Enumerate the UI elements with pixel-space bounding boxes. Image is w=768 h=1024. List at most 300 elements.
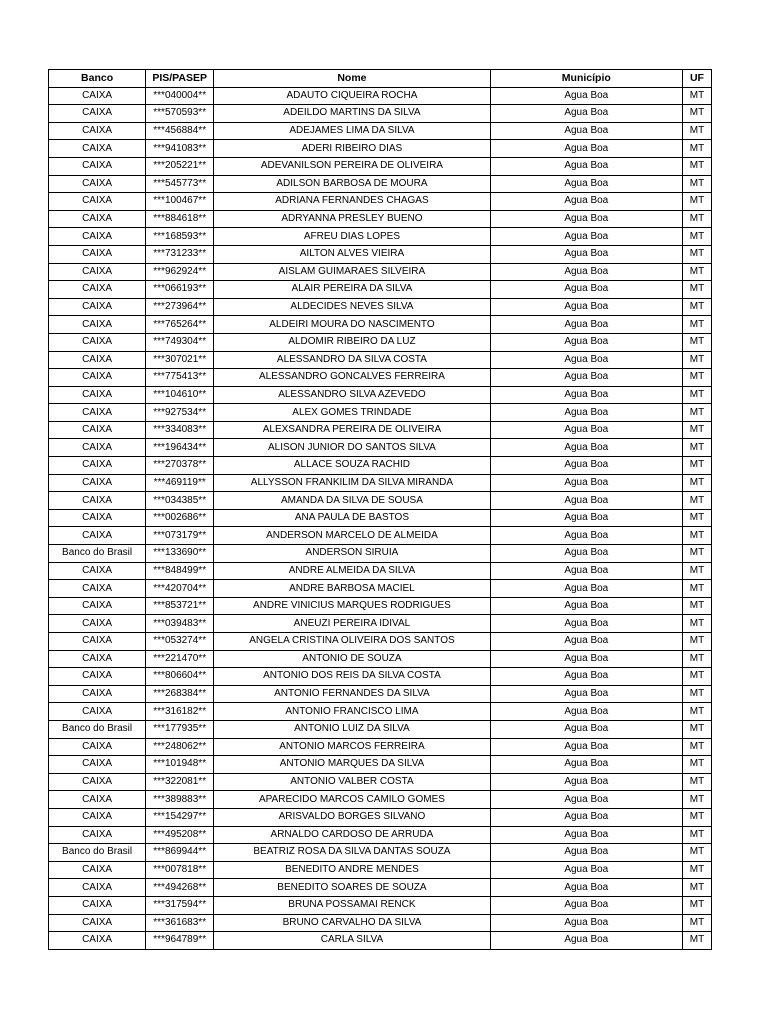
cell-municipio: Agua Boa <box>490 175 682 193</box>
cell-banco: CAIXA <box>49 580 146 598</box>
cell-pis-pasep: ***154297** <box>146 808 214 826</box>
cell-pis-pasep: ***268384** <box>146 685 214 703</box>
cell-pis-pasep: ***545773** <box>146 175 214 193</box>
cell-uf: MT <box>682 316 711 334</box>
table-row <box>49 193 712 211</box>
cell-pis-pasep: ***361683** <box>146 914 214 932</box>
cell-uf: MT <box>682 492 711 510</box>
cell-banco: CAIXA <box>49 932 146 950</box>
cell-nome: ARNALDO CARDOSO DE ARRUDA <box>214 826 490 844</box>
cell-uf: MT <box>682 228 711 246</box>
table-row <box>49 421 712 439</box>
cell-nome: ANDRE BARBOSA MACIEL <box>214 580 490 598</box>
cell-nome: APARECIDO MARCOS CAMILO GOMES <box>214 791 490 809</box>
cell-pis-pasep: ***177935** <box>146 720 214 738</box>
cell-nome: ANDERSON SIRUIA <box>214 545 490 563</box>
header-municipio: Município <box>490 70 682 88</box>
cell-uf: MT <box>682 369 711 387</box>
cell-pis-pasep: ***494268** <box>146 879 214 897</box>
cell-pis-pasep: ***389883** <box>146 791 214 809</box>
cell-pis-pasep: ***168593** <box>146 228 214 246</box>
header-uf: UF <box>682 70 711 88</box>
cell-pis-pasep: ***334083** <box>146 421 214 439</box>
cell-uf: MT <box>682 562 711 580</box>
cell-pis-pasep: ***133690** <box>146 545 214 563</box>
cell-uf: MT <box>682 808 711 826</box>
cell-uf: MT <box>682 157 711 175</box>
cell-municipio: Agua Boa <box>490 333 682 351</box>
cell-pis-pasep: ***853721** <box>146 597 214 615</box>
cell-municipio: Agua Boa <box>490 580 682 598</box>
cell-uf: MT <box>682 474 711 492</box>
cell-banco: Banco do Brasil <box>49 720 146 738</box>
cell-pis-pasep: ***034385** <box>146 492 214 510</box>
cell-pis-pasep: ***962924** <box>146 263 214 281</box>
cell-pis-pasep: ***007818** <box>146 861 214 879</box>
cell-municipio: Agua Boa <box>490 720 682 738</box>
cell-banco: CAIXA <box>49 826 146 844</box>
cell-pis-pasep: ***221470** <box>146 650 214 668</box>
cell-banco: CAIXA <box>49 492 146 510</box>
cell-banco: CAIXA <box>49 175 146 193</box>
cell-uf: MT <box>682 597 711 615</box>
cell-banco: CAIXA <box>49 756 146 774</box>
cell-nome: ADERI RIBEIRO DIAS <box>214 140 490 158</box>
table-row <box>49 157 712 175</box>
table-row <box>49 773 712 791</box>
cell-banco: CAIXA <box>49 457 146 475</box>
cell-pis-pasep: ***002686** <box>146 509 214 527</box>
cell-banco: CAIXA <box>49 896 146 914</box>
cell-banco: CAIXA <box>49 439 146 457</box>
cell-uf: MT <box>682 527 711 545</box>
cell-municipio: Agua Boa <box>490 298 682 316</box>
cell-municipio: Agua Boa <box>490 914 682 932</box>
cell-pis-pasep: ***039483** <box>146 615 214 633</box>
cell-banco: CAIXA <box>49 105 146 123</box>
cell-nome: ANDRE ALMEIDA DA SILVA <box>214 562 490 580</box>
cell-banco: Banco do Brasil <box>49 545 146 563</box>
cell-pis-pasep: ***073179** <box>146 527 214 545</box>
table-row <box>49 351 712 369</box>
cell-municipio: Agua Boa <box>490 404 682 422</box>
cell-uf: MT <box>682 826 711 844</box>
cell-nome: ALDEIRI MOURA DO NASCIMENTO <box>214 316 490 334</box>
cell-uf: MT <box>682 175 711 193</box>
cell-uf: MT <box>682 509 711 527</box>
cell-banco: CAIXA <box>49 685 146 703</box>
cell-pis-pasep: ***749304** <box>146 333 214 351</box>
cell-pis-pasep: ***322081** <box>146 773 214 791</box>
cell-uf: MT <box>682 298 711 316</box>
cell-banco: CAIXA <box>49 404 146 422</box>
cell-uf: MT <box>682 615 711 633</box>
cell-municipio: Agua Boa <box>490 351 682 369</box>
cell-pis-pasep: ***469119** <box>146 474 214 492</box>
cell-nome: ALEX GOMES TRINDADE <box>214 404 490 422</box>
cell-pis-pasep: ***869944** <box>146 844 214 862</box>
cell-uf: MT <box>682 457 711 475</box>
table-row <box>49 791 712 809</box>
cell-municipio: Agua Boa <box>490 597 682 615</box>
cell-banco: CAIXA <box>49 228 146 246</box>
cell-pis-pasep: ***248062** <box>146 738 214 756</box>
cell-uf: MT <box>682 580 711 598</box>
table-row <box>49 122 712 140</box>
cell-banco: CAIXA <box>49 369 146 387</box>
table-row <box>49 210 712 228</box>
cell-nome: AILTON ALVES VIEIRA <box>214 245 490 263</box>
cell-banco: CAIXA <box>49 703 146 721</box>
cell-nome: ARISVALDO BORGES SILVANO <box>214 808 490 826</box>
cell-municipio: Agua Boa <box>490 668 682 686</box>
table-row <box>49 738 712 756</box>
cell-pis-pasep: ***731233** <box>146 245 214 263</box>
cell-banco: CAIXA <box>49 527 146 545</box>
cell-banco: CAIXA <box>49 87 146 105</box>
cell-municipio: Agua Boa <box>490 369 682 387</box>
header-nome: Nome <box>214 70 490 88</box>
cell-municipio: Agua Boa <box>490 509 682 527</box>
cell-uf: MT <box>682 105 711 123</box>
cell-banco: CAIXA <box>49 193 146 211</box>
cell-municipio: Agua Boa <box>490 879 682 897</box>
cell-nome: ANTONIO DOS REIS DA SILVA COSTA <box>214 668 490 686</box>
cell-banco: CAIXA <box>49 808 146 826</box>
table-row <box>49 703 712 721</box>
table-row <box>49 527 712 545</box>
cell-uf: MT <box>682 122 711 140</box>
cell-nome: ADRYANNA PRESLEY BUENO <box>214 210 490 228</box>
table-row <box>49 896 712 914</box>
cell-municipio: Agua Boa <box>490 703 682 721</box>
table-row <box>49 386 712 404</box>
cell-municipio: Agua Boa <box>490 773 682 791</box>
cell-uf: MT <box>682 668 711 686</box>
cell-pis-pasep: ***775413** <box>146 369 214 387</box>
table-row <box>49 914 712 932</box>
cell-banco: CAIXA <box>49 562 146 580</box>
cell-municipio: Agua Boa <box>490 650 682 668</box>
cell-municipio: Agua Boa <box>490 281 682 299</box>
cell-nome: ANDRE VINICIUS MARQUES RODRIGUES <box>214 597 490 615</box>
cell-pis-pasep: ***205221** <box>146 157 214 175</box>
table-row <box>49 263 712 281</box>
cell-banco: CAIXA <box>49 386 146 404</box>
cell-nome: BENEDITO SOARES DE SOUZA <box>214 879 490 897</box>
cell-nome: ANTONIO LUIZ DA SILVA <box>214 720 490 738</box>
cell-banco: CAIXA <box>49 263 146 281</box>
cell-banco: CAIXA <box>49 791 146 809</box>
cell-municipio: Agua Boa <box>490 861 682 879</box>
table-row <box>49 369 712 387</box>
cell-pis-pasep: ***053274** <box>146 633 214 651</box>
cell-municipio: Agua Boa <box>490 738 682 756</box>
cell-pis-pasep: ***270378** <box>146 457 214 475</box>
cell-pis-pasep: ***927534** <box>146 404 214 422</box>
cell-pis-pasep: ***104610** <box>146 386 214 404</box>
cell-nome: ANTONIO DE SOUZA <box>214 650 490 668</box>
table-row <box>49 245 712 263</box>
cell-uf: MT <box>682 351 711 369</box>
cell-nome: ANTONIO FERNANDES DA SILVA <box>214 685 490 703</box>
cell-municipio: Agua Boa <box>490 122 682 140</box>
cell-nome: ANDERSON MARCELO DE ALMEIDA <box>214 527 490 545</box>
cell-banco: CAIXA <box>49 316 146 334</box>
cell-municipio: Agua Boa <box>490 157 682 175</box>
cell-nome: BEATRIZ ROSA DA SILVA DANTAS SOUZA <box>214 844 490 862</box>
cell-municipio: Agua Boa <box>490 492 682 510</box>
cell-nome: ALESSANDRO SILVA AZEVEDO <box>214 386 490 404</box>
cell-nome: AFREU DIAS LOPES <box>214 228 490 246</box>
cell-banco: CAIXA <box>49 509 146 527</box>
cell-uf: MT <box>682 210 711 228</box>
cell-pis-pasep: ***456884** <box>146 122 214 140</box>
table-row <box>49 650 712 668</box>
table-row <box>49 861 712 879</box>
cell-uf: MT <box>682 720 711 738</box>
cell-nome: ADEJAMES LIMA DA SILVA <box>214 122 490 140</box>
header-pis-pasep: PIS/PASEP <box>146 70 214 88</box>
cell-uf: MT <box>682 738 711 756</box>
cell-nome: ALLACE SOUZA RACHID <box>214 457 490 475</box>
cell-municipio: Agua Boa <box>490 633 682 651</box>
cell-uf: MT <box>682 245 711 263</box>
cell-municipio: Agua Boa <box>490 210 682 228</box>
cell-uf: MT <box>682 914 711 932</box>
cell-pis-pasep: ***101948** <box>146 756 214 774</box>
cell-banco: CAIXA <box>49 668 146 686</box>
cell-nome: ANGELA CRISTINA OLIVEIRA DOS SANTOS <box>214 633 490 651</box>
cell-uf: MT <box>682 545 711 563</box>
cell-municipio: Agua Boa <box>490 140 682 158</box>
cell-uf: MT <box>682 844 711 862</box>
cell-pis-pasep: ***941083** <box>146 140 214 158</box>
cell-municipio: Agua Boa <box>490 457 682 475</box>
table-row <box>49 685 712 703</box>
cell-municipio: Agua Boa <box>490 685 682 703</box>
cell-uf: MT <box>682 404 711 422</box>
cell-municipio: Agua Boa <box>490 105 682 123</box>
cell-nome: CARLA SILVA <box>214 932 490 950</box>
table-row <box>49 562 712 580</box>
cell-banco: CAIXA <box>49 421 146 439</box>
table-row <box>49 615 712 633</box>
cell-pis-pasep: ***848499** <box>146 562 214 580</box>
table-row <box>49 228 712 246</box>
table-row <box>49 826 712 844</box>
cell-nome: ALESSANDRO DA SILVA COSTA <box>214 351 490 369</box>
cell-banco: CAIXA <box>49 351 146 369</box>
table-row <box>49 404 712 422</box>
cell-uf: MT <box>682 650 711 668</box>
cell-nome: ALESSANDRO GONCALVES FERREIRA <box>214 369 490 387</box>
cell-uf: MT <box>682 879 711 897</box>
cell-banco: CAIXA <box>49 333 146 351</box>
cell-uf: MT <box>682 773 711 791</box>
cell-municipio: Agua Boa <box>490 474 682 492</box>
table-row <box>49 668 712 686</box>
cell-uf: MT <box>682 791 711 809</box>
cell-nome: ADEVANILSON PEREIRA DE OLIVEIRA <box>214 157 490 175</box>
cell-banco: CAIXA <box>49 245 146 263</box>
cell-municipio: Agua Boa <box>490 439 682 457</box>
table-row <box>49 439 712 457</box>
cell-uf: MT <box>682 861 711 879</box>
cell-banco: CAIXA <box>49 281 146 299</box>
cell-municipio: Agua Boa <box>490 527 682 545</box>
table-row <box>49 105 712 123</box>
cell-municipio: Agua Boa <box>490 193 682 211</box>
cell-pis-pasep: ***765264** <box>146 316 214 334</box>
cell-nome: ALAIR PEREIRA DA SILVA <box>214 281 490 299</box>
cell-municipio: Agua Boa <box>490 316 682 334</box>
header-banco: Banco <box>49 70 146 88</box>
cell-pis-pasep: ***196434** <box>146 439 214 457</box>
table-row <box>49 580 712 598</box>
cell-pis-pasep: ***316182** <box>146 703 214 721</box>
cell-nome: ALDECIDES NEVES SILVA <box>214 298 490 316</box>
cell-nome: ADILSON BARBOSA DE MOURA <box>214 175 490 193</box>
cell-municipio: Agua Boa <box>490 87 682 105</box>
cell-uf: MT <box>682 281 711 299</box>
table-header-row <box>49 70 712 88</box>
cell-municipio: Agua Boa <box>490 932 682 950</box>
table-row <box>49 597 712 615</box>
table-row <box>49 492 712 510</box>
table-row <box>49 175 712 193</box>
table-row <box>49 509 712 527</box>
table-row <box>49 808 712 826</box>
cell-municipio: Agua Boa <box>490 615 682 633</box>
cell-uf: MT <box>682 685 711 703</box>
table-row <box>49 932 712 950</box>
cell-uf: MT <box>682 421 711 439</box>
cell-municipio: Agua Boa <box>490 386 682 404</box>
table-row <box>49 756 712 774</box>
table-row <box>49 333 712 351</box>
cell-nome: ANEUZI PEREIRA IDIVAL <box>214 615 490 633</box>
cell-pis-pasep: ***273964** <box>146 298 214 316</box>
cell-municipio: Agua Boa <box>490 756 682 774</box>
cell-banco: CAIXA <box>49 773 146 791</box>
table-row <box>49 140 712 158</box>
cell-uf: MT <box>682 386 711 404</box>
cell-nome: ADEILDO MARTINS DA SILVA <box>214 105 490 123</box>
cell-municipio: Agua Boa <box>490 808 682 826</box>
cell-nome: ANA PAULA DE BASTOS <box>214 509 490 527</box>
table-row <box>49 474 712 492</box>
cell-nome: BRUNA POSSAMAI RENCK <box>214 896 490 914</box>
cell-pis-pasep: ***317594** <box>146 896 214 914</box>
cell-banco: CAIXA <box>49 157 146 175</box>
cell-municipio: Agua Boa <box>490 896 682 914</box>
cell-banco: CAIXA <box>49 597 146 615</box>
cell-nome: ANTONIO FRANCISCO LIMA <box>214 703 490 721</box>
cell-uf: MT <box>682 896 711 914</box>
cell-uf: MT <box>682 87 711 105</box>
cell-banco: CAIXA <box>49 122 146 140</box>
table-row <box>49 545 712 563</box>
cell-municipio: Agua Boa <box>490 245 682 263</box>
cell-nome: ALDOMIR RIBEIRO DA LUZ <box>214 333 490 351</box>
table-row <box>49 720 712 738</box>
table-row <box>49 633 712 651</box>
cell-uf: MT <box>682 756 711 774</box>
cell-municipio: Agua Boa <box>490 844 682 862</box>
cell-municipio: Agua Boa <box>490 228 682 246</box>
cell-municipio: Agua Boa <box>490 545 682 563</box>
cell-municipio: Agua Boa <box>490 421 682 439</box>
cell-pis-pasep: ***570593** <box>146 105 214 123</box>
cell-banco: CAIXA <box>49 615 146 633</box>
cell-pis-pasep: ***884618** <box>146 210 214 228</box>
cell-banco: CAIXA <box>49 210 146 228</box>
cell-banco: CAIXA <box>49 914 146 932</box>
cell-nome: AISLAM GUIMARAES SILVEIRA <box>214 263 490 281</box>
cell-nome: BRUNO CARVALHO DA SILVA <box>214 914 490 932</box>
cell-nome: ANTONIO MARQUES DA SILVA <box>214 756 490 774</box>
table-row <box>49 281 712 299</box>
cell-banco: CAIXA <box>49 861 146 879</box>
cell-pis-pasep: ***307021** <box>146 351 214 369</box>
cell-pis-pasep: ***495208** <box>146 826 214 844</box>
table-row <box>49 457 712 475</box>
cell-pis-pasep: ***420704** <box>146 580 214 598</box>
cell-pis-pasep: ***040004** <box>146 87 214 105</box>
cell-uf: MT <box>682 333 711 351</box>
cell-banco: CAIXA <box>49 650 146 668</box>
cell-banco: CAIXA <box>49 633 146 651</box>
table-row <box>49 298 712 316</box>
table-row <box>49 844 712 862</box>
cell-uf: MT <box>682 140 711 158</box>
cell-pis-pasep: ***964789** <box>146 932 214 950</box>
cell-banco: CAIXA <box>49 474 146 492</box>
cell-pis-pasep: ***100467** <box>146 193 214 211</box>
table-row <box>49 87 712 105</box>
cell-pis-pasep: ***806604** <box>146 668 214 686</box>
table-row <box>49 316 712 334</box>
table-row <box>49 879 712 897</box>
cell-uf: MT <box>682 193 711 211</box>
cell-municipio: Agua Boa <box>490 826 682 844</box>
cell-nome: BENEDITO ANDRE MENDES <box>214 861 490 879</box>
cell-nome: ALEXSANDRA PEREIRA DE OLIVEIRA <box>214 421 490 439</box>
cell-nome: ADAUTO CIQUEIRA ROCHA <box>214 87 490 105</box>
cell-nome: ANTONIO MARCOS FERREIRA <box>214 738 490 756</box>
cell-nome: ADRIANA FERNANDES CHAGAS <box>214 193 490 211</box>
cell-pis-pasep: ***066193** <box>146 281 214 299</box>
cell-uf: MT <box>682 633 711 651</box>
cell-banco: CAIXA <box>49 879 146 897</box>
table-body <box>49 87 712 949</box>
cell-banco: CAIXA <box>49 738 146 756</box>
cell-uf: MT <box>682 263 711 281</box>
beneficiary-table <box>48 69 712 950</box>
cell-nome: ANTONIO VALBER COSTA <box>214 773 490 791</box>
cell-banco: CAIXA <box>49 140 146 158</box>
cell-uf: MT <box>682 439 711 457</box>
cell-municipio: Agua Boa <box>490 791 682 809</box>
cell-banco: CAIXA <box>49 298 146 316</box>
cell-uf: MT <box>682 703 711 721</box>
cell-nome: AMANDA DA SILVA DE SOUSA <box>214 492 490 510</box>
cell-nome: ALISON JUNIOR DO SANTOS SILVA <box>214 439 490 457</box>
cell-banco: Banco do Brasil <box>49 844 146 862</box>
cell-nome: ALLYSSON FRANKILIM DA SILVA MIRANDA <box>214 474 490 492</box>
cell-municipio: Agua Boa <box>490 263 682 281</box>
